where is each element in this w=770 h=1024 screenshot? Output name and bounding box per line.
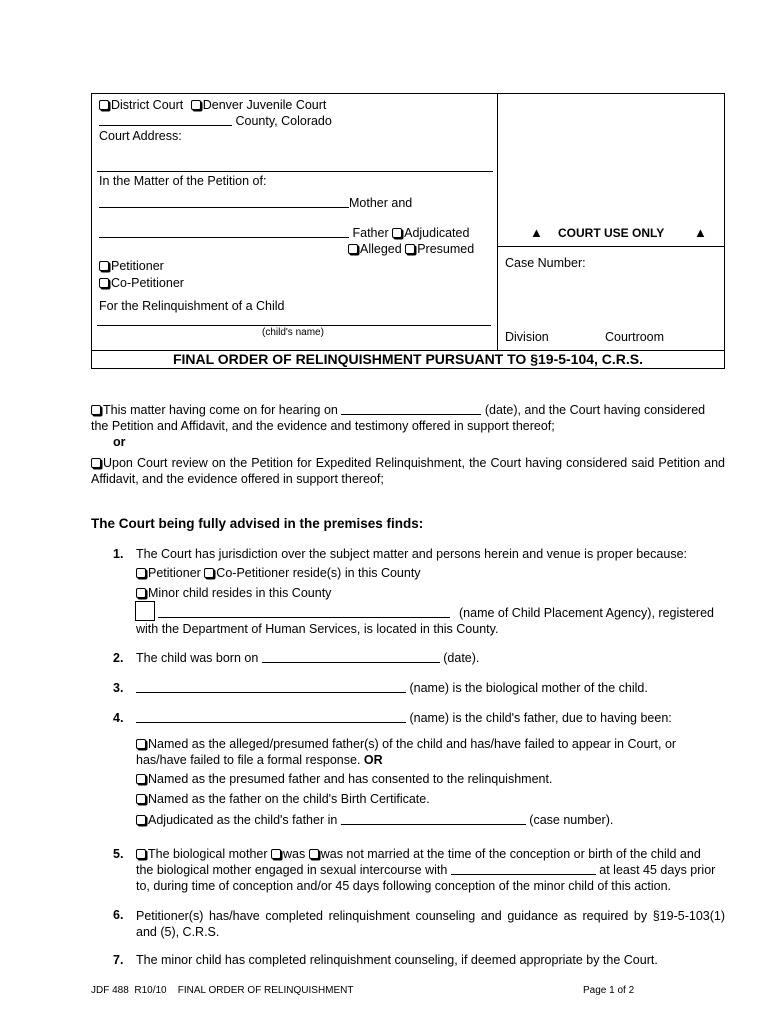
footer-revision: R10/10: [134, 985, 167, 996]
presumed-checkbox[interactable]: [405, 244, 415, 254]
item-number: 6.: [113, 908, 124, 922]
item5-was-not-checkbox[interactable]: [309, 849, 319, 859]
in-the-matter-label: In the Matter of the Petition of:: [99, 174, 267, 188]
co-petitioner-label: Co-Petitioner: [111, 276, 184, 290]
item1-agency-field[interactable]: [158, 606, 450, 618]
item3-text: (name) is the biological mother of the child.: [409, 681, 648, 695]
footer-form-title: FINAL ORDER OF RELINQUISHMENT: [177, 985, 354, 996]
item-number: 4.: [113, 711, 124, 725]
item1-text: The Court has jurisdiction over the subject matter and persons herein and venue is proper because:: [136, 547, 688, 561]
item-number: 3.: [113, 681, 124, 695]
item1-copetitioner-label: Co-Petitioner reside(s) in this County: [216, 566, 421, 580]
item1-minor-label: Minor child resides in this County: [148, 586, 332, 600]
item1-petitioner-label: Petitioner: [148, 566, 201, 580]
hearing-text-b: (date), and the Court having considered: [484, 403, 706, 417]
court-address-label: Court Address:: [99, 129, 182, 143]
item-number: 7.: [113, 953, 124, 967]
mother-name-field[interactable]: [99, 196, 349, 208]
hearing-date-field[interactable]: [341, 403, 481, 415]
item4-name-field[interactable]: [136, 711, 406, 723]
item1-agency-text-a: (name of Child Placement Agency), registered: [459, 606, 714, 620]
district-court-checkbox[interactable]: [99, 100, 109, 110]
item4-text: (name) is the child's father, due to having been:: [409, 711, 672, 725]
review-checkbox[interactable]: [91, 458, 101, 468]
item4-opt4-checkbox[interactable]: [136, 815, 146, 825]
up-arrow-icon: ▲: [694, 225, 707, 240]
hearing-text-a: This matter having come on for hearing on: [103, 403, 338, 417]
item5-text-e: to, during time of conception and/or 45 days following conception of the minor child of this action.: [136, 879, 672, 893]
review-text: Upon Court review on the Petition for Expedited Relinquishment, the Court having considered said Petition and Affidavit, and the evidence offered in support thereof;: [91, 456, 725, 486]
co-petitioner-checkbox[interactable]: [99, 278, 109, 288]
item4-case-number-field[interactable]: [341, 813, 526, 825]
document-title: FINAL ORDER OF RELINQUISHMENT PURSUANT TO §19-5-104, C.R.S.: [172, 351, 644, 367]
hearing-text-c: the Petition and Affidavit, and the evidence and testimony offered in support thereof;: [91, 419, 555, 433]
item-number: 1.: [113, 547, 124, 561]
item4-opt4-text-b: (case number).: [529, 813, 614, 827]
childs-name-line[interactable]: [97, 325, 491, 326]
item6-text: Petitioner(s) has/have completed relinquishment counseling and guidance as required by §19-5-103(1) and (5), C.R.S.: [136, 909, 725, 939]
alleged-label: Alleged: [360, 242, 402, 256]
item5-text-c: the biological mother engaged in sexual intercourse with: [136, 863, 448, 877]
adjudicated-label: Adjudicated: [404, 226, 470, 240]
or-label: or: [113, 435, 126, 449]
item5-name-field[interactable]: [451, 863, 596, 875]
finds-heading: The Court being fully advised in the premises finds:: [91, 516, 424, 531]
item5-text-a: The biological mother: [148, 847, 268, 861]
item4-opt3-checkbox[interactable]: [136, 794, 146, 804]
adjudicated-checkbox[interactable]: [392, 228, 402, 238]
item2-date-field[interactable]: [262, 651, 440, 663]
item4-opt4-text-a: Adjudicated as the child's father in: [148, 813, 338, 827]
item2-text-b: (date).: [443, 651, 480, 665]
childs-name-caption: (child's name): [262, 327, 324, 338]
denver-juvenile-court-checkbox[interactable]: [191, 100, 201, 110]
item5-was-checkbox[interactable]: [271, 849, 281, 859]
item1-agency-text-b: with the Department of Human Services, is located in this County.: [136, 622, 499, 636]
item4-or-label: OR: [363, 753, 383, 767]
item3-name-field[interactable]: [136, 681, 406, 693]
hearing-checkbox[interactable]: [91, 405, 101, 415]
presumed-label: Presumed: [417, 242, 475, 256]
item4-opt2-text: Named as the presumed father and has consented to the relinquishment.: [148, 772, 553, 786]
item4-opt3-text: Named as the father on the child's Birth Certificate.: [148, 792, 430, 806]
district-court-label: District Court: [111, 98, 184, 112]
item5-was-label: was: [283, 847, 306, 861]
court-use-only-label: COURT USE ONLY: [558, 226, 665, 240]
item-number: 5.: [113, 847, 124, 861]
item5-text-b: was not married at the time of the conception or birth of the child and: [320, 847, 701, 861]
item1-petitioner-checkbox[interactable]: [136, 568, 146, 578]
father-name-field[interactable]: [99, 226, 349, 238]
item5-married-checkbox[interactable]: [136, 849, 146, 859]
division-label: Division: [505, 330, 549, 344]
mother-and-label: Mother and: [349, 196, 413, 210]
county-label: County, Colorado: [235, 114, 332, 128]
item4-opt1-text: Named as the alleged/presumed father(s) of the child and has/have failed to appear in Court, or: [148, 737, 677, 751]
item1-agency-checkbox[interactable]: [135, 601, 155, 621]
alleged-checkbox[interactable]: [348, 244, 358, 254]
for-relinquishment-label: For the Relinquishment of a Child: [99, 299, 285, 313]
denver-juvenile-court-label: Denver Juvenile Court: [202, 98, 327, 112]
footer-form-id: JDF 488: [91, 985, 129, 996]
item4-opt2-checkbox[interactable]: [136, 774, 146, 784]
item2-text-a: The child was born on: [136, 651, 259, 665]
item4-opt1-checkbox[interactable]: [136, 739, 146, 749]
courtroom-label: Courtroom: [605, 330, 665, 344]
footer-page: Page 1 of 2: [583, 985, 635, 996]
item4-opt1b-text: has/have failed to file a formal response.: [136, 753, 361, 767]
father-label: Father: [352, 226, 389, 240]
item5-text-d: at least 45 days prior: [599, 863, 716, 877]
item7-text: The minor child has completed relinquishment counseling, if deemed appropriate by the Court.: [136, 953, 658, 967]
up-arrow-icon: ▲: [530, 225, 543, 240]
petitioner-label: Petitioner: [111, 259, 164, 273]
county-field[interactable]: [99, 114, 232, 126]
item-number: 2.: [113, 651, 124, 665]
court-address-line[interactable]: [97, 171, 493, 172]
petitioner-checkbox[interactable]: [99, 261, 109, 271]
item1-minor-checkbox[interactable]: [136, 588, 146, 598]
case-number-label: Case Number:: [505, 256, 586, 270]
item1-copetitioner-checkbox[interactable]: [204, 568, 214, 578]
